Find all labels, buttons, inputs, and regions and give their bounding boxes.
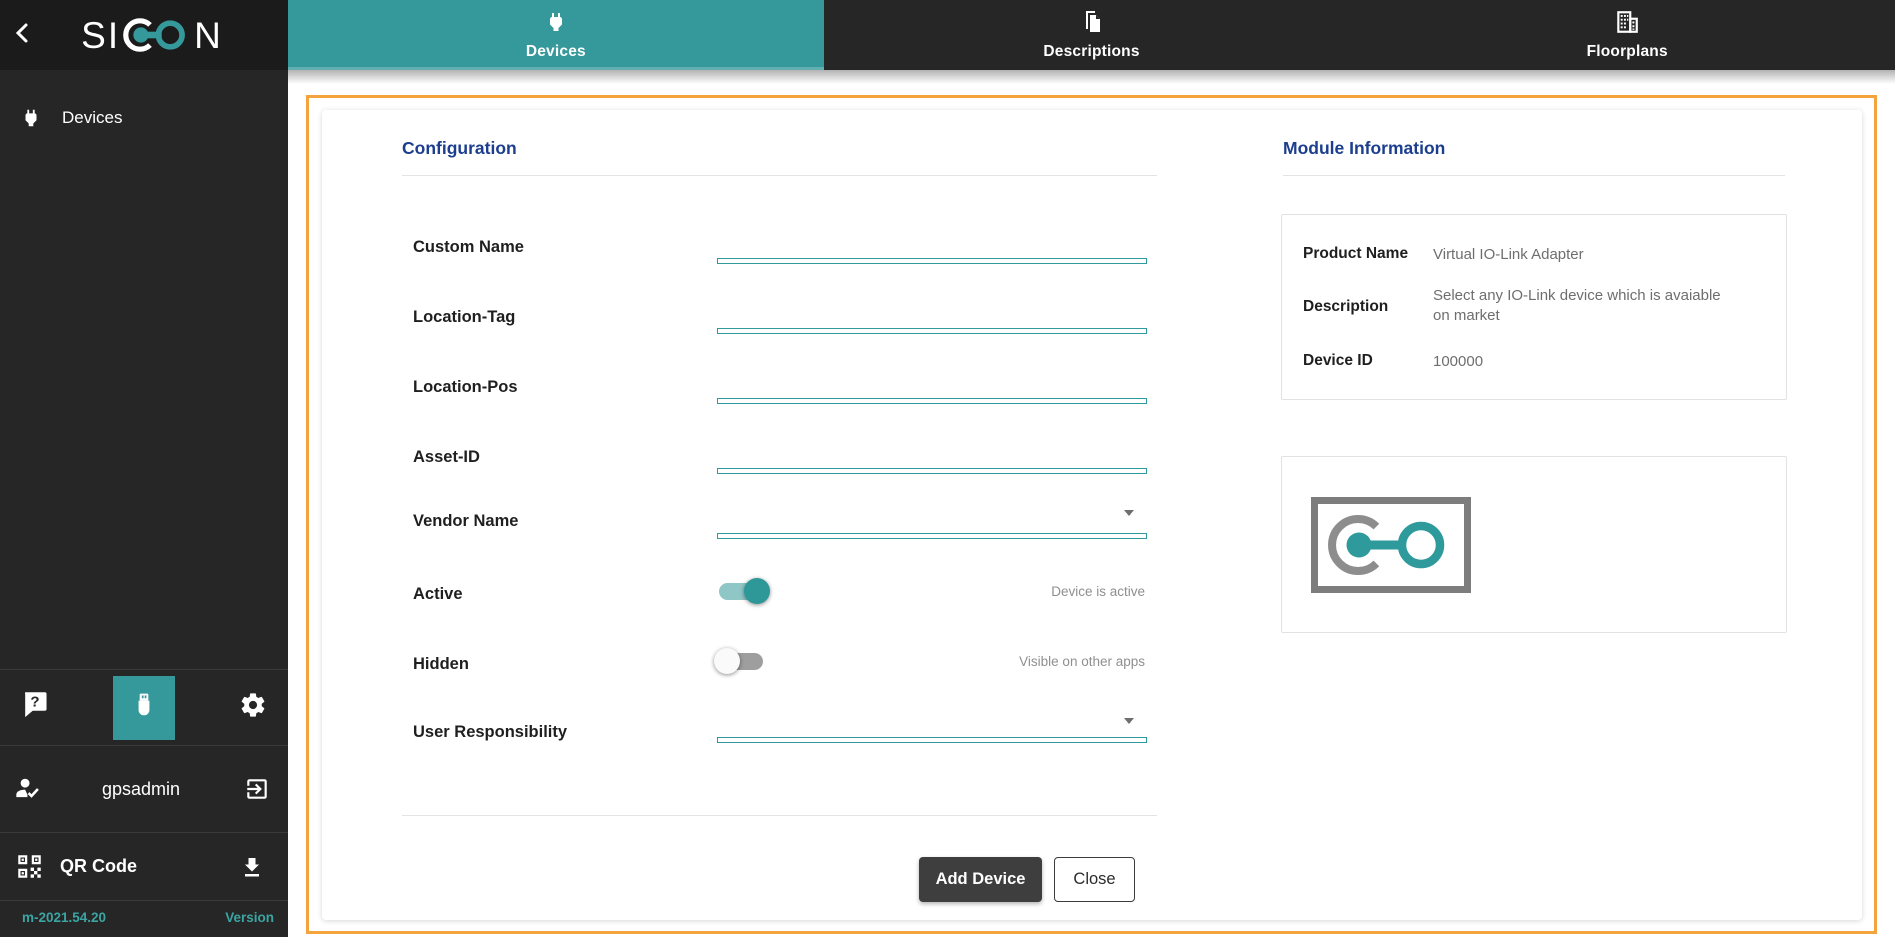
user-responsibility-select[interactable] [717, 711, 1145, 737]
module-image-card [1281, 456, 1787, 633]
vendor-name-underline [717, 533, 1147, 539]
asset-id-underline [717, 468, 1147, 474]
configuration-divider [402, 175, 1157, 176]
username-label: gpsadmin [101, 778, 181, 799]
tab-descriptions[interactable] [824, 0, 1360, 70]
sidebar-qr-row [0, 832, 288, 900]
custom-name-underline [717, 258, 1147, 264]
asset-id-input[interactable] [717, 442, 1145, 468]
tabbar-shadow [288, 70, 1895, 84]
chevron-left-icon [11, 19, 35, 52]
plug-icon [0, 105, 62, 131]
user-responsibility-label: User Responsibility [413, 723, 568, 741]
user-check-icon [0, 776, 56, 802]
device-id-value: 100000 [1433, 353, 1484, 370]
help-icon [21, 690, 49, 725]
version-label: Version [225, 909, 274, 925]
gear-icon [239, 691, 267, 724]
active-label: Active [413, 585, 463, 603]
version-value: m-2021.54.20 [22, 909, 107, 925]
logout-icon [244, 776, 270, 802]
sidebar [0, 0, 288, 937]
location-tag-label: Location-Tag [413, 308, 516, 326]
logo-text-right: N [194, 14, 223, 56]
help-button[interactable] [0, 676, 70, 740]
tab-floorplans[interactable] [1359, 0, 1895, 70]
file-copy-icon [1080, 9, 1104, 40]
chevron-down-icon[interactable] [1124, 510, 1134, 516]
plug-icon [544, 9, 568, 40]
qr-code-label[interactable]: QR Code [60, 856, 138, 876]
vendor-name-label: Vendor Name [413, 512, 519, 530]
add-device-button[interactable]: Add Device [919, 857, 1042, 902]
device-dialog-card [322, 110, 1862, 920]
logout-button[interactable] [226, 776, 288, 802]
sidebar-user-row [0, 745, 288, 832]
building-icon [1614, 9, 1640, 40]
module-info-card [1281, 214, 1787, 400]
settings-button[interactable] [218, 676, 288, 740]
user-responsibility-underline [717, 737, 1147, 743]
product-name-value: Virtual IO-Link Adapter [1433, 246, 1584, 263]
device-dialog-frame [306, 95, 1877, 934]
module-logo-image [1311, 497, 1471, 598]
location-pos-input[interactable] [717, 372, 1145, 398]
device-id-label: Device ID [1303, 352, 1373, 369]
asset-id-label: Asset-ID [413, 448, 480, 466]
hidden-label: Hidden [413, 655, 469, 673]
back-button[interactable] [0, 0, 46, 70]
top-tab-bar [288, 0, 1895, 70]
active-hint: Device is active [1051, 584, 1145, 599]
tab-floorplans-label: Floorplans [1586, 43, 1668, 60]
hidden-hint: Visible on other apps [1019, 654, 1145, 669]
form-bottom-divider [402, 815, 1157, 816]
qr-code-icon [0, 853, 52, 880]
configuration-title: Configuration [402, 138, 517, 158]
usb-device-button-active[interactable] [113, 676, 175, 740]
chevron-down-icon[interactable] [1124, 718, 1134, 724]
module-information-divider [1283, 175, 1785, 176]
svg-text:?: ? [30, 693, 40, 711]
product-name-label: Product Name [1303, 245, 1409, 262]
description-label: Description [1303, 298, 1389, 315]
description-value: Select any IO-Link device which is avaiable on market [1433, 287, 1721, 324]
location-tag-underline [717, 328, 1147, 334]
sidebar-version-row [0, 900, 288, 937]
custom-name-label: Custom Name [413, 238, 524, 256]
sicon-logo [46, 13, 288, 57]
sidebar-header [0, 0, 288, 70]
custom-name-input[interactable] [717, 232, 1145, 258]
sidebar-item-devices-label: Devices [62, 108, 123, 127]
usb-drive-icon [131, 690, 157, 725]
download-icon [240, 855, 264, 879]
logo-text-left: SI [81, 14, 121, 56]
download-button[interactable] [216, 855, 288, 879]
tab-descriptions-label: Descriptions [1043, 43, 1140, 60]
location-tag-input[interactable] [717, 302, 1145, 328]
module-information-title: Module Information [1283, 138, 1446, 158]
sidebar-item-devices[interactable] [0, 96, 288, 140]
location-pos-underline [717, 398, 1147, 404]
sidebar-quick-icons [0, 669, 288, 745]
close-button[interactable]: Close [1054, 857, 1135, 902]
vendor-name-select[interactable] [717, 507, 1145, 533]
tab-devices-label: Devices [525, 43, 586, 60]
sidebar-bottom [0, 669, 288, 937]
tab-devices[interactable] [288, 0, 824, 70]
location-pos-label: Location-Pos [413, 378, 518, 396]
logo-co-mark-icon [122, 13, 192, 57]
